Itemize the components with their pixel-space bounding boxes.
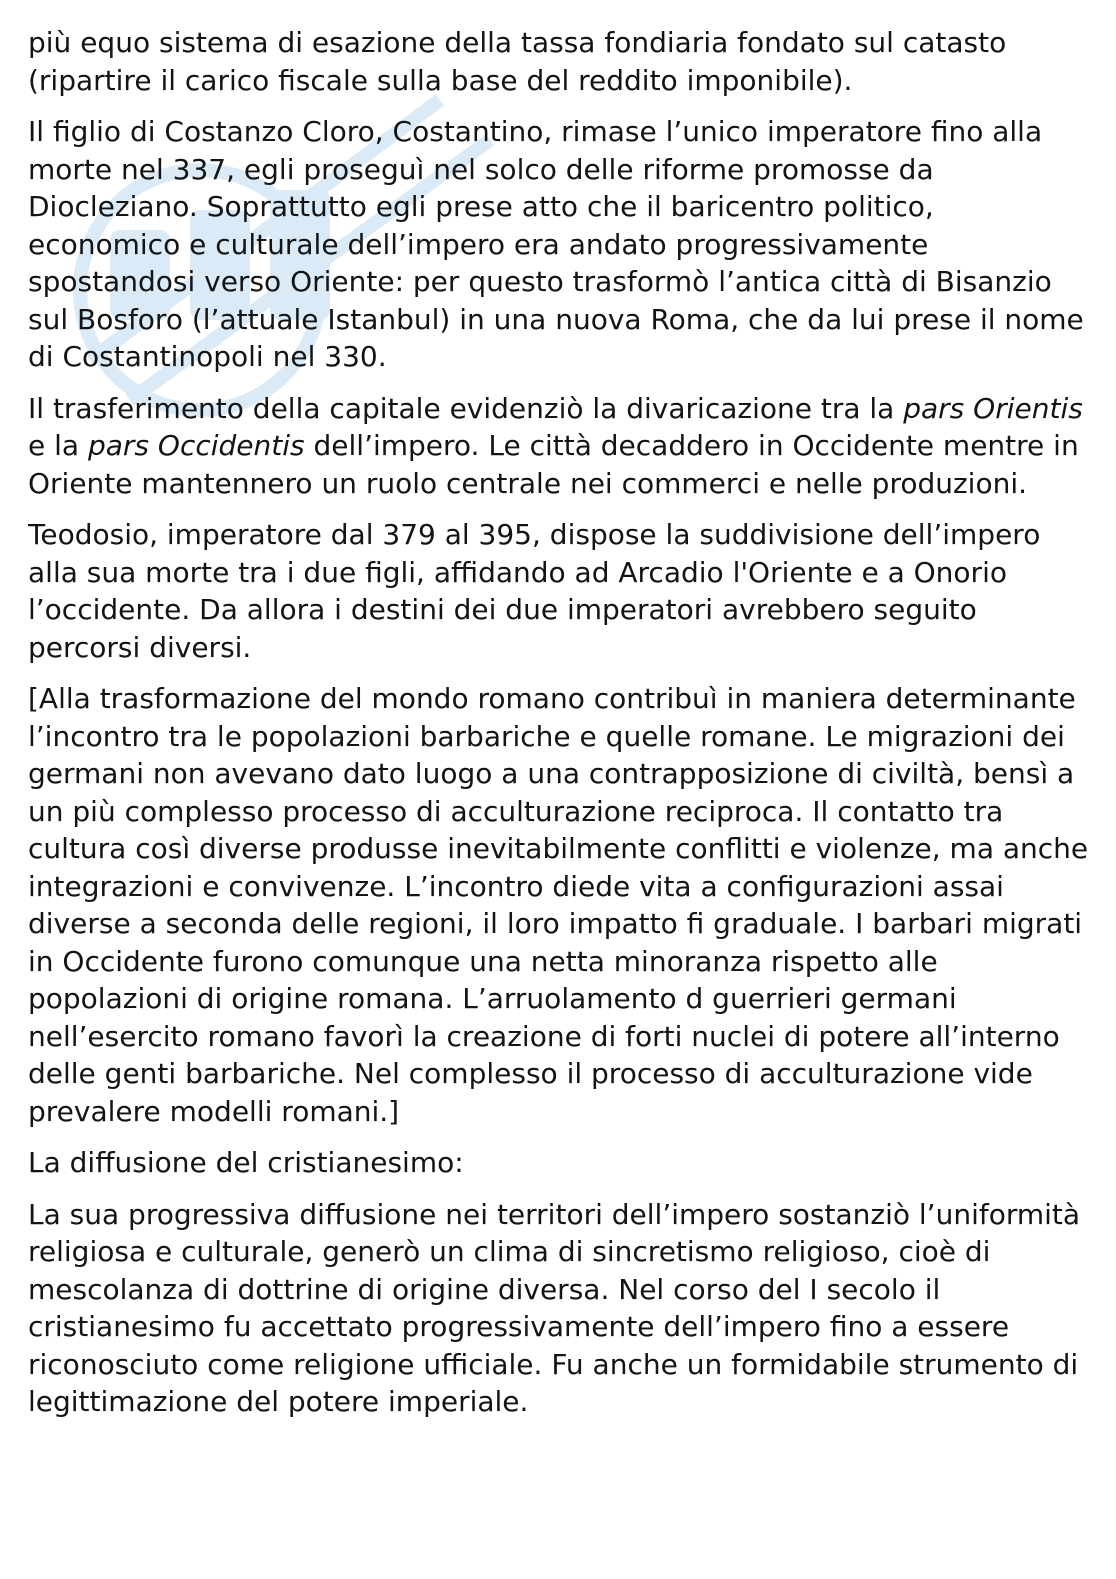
text-segment: Il trasferimento della capitale evidenziò la divaricazione tra la [28, 391, 904, 425]
document-page [28, 24, 1092, 1435]
text-segment: dell’impero. Le città decaddero in Occidente mentre in Oriente mantennero un ruolo centrale nei commerci e nelle produzioni. [28, 429, 1079, 500]
paragraph-costantino: Il figlio di Costanzo Cloro, Costantino, rimase l’unico imperatore fino alla morte nel 337, egli proseguì nel solco delle riforme promosse da Diocleziano. Soprattutto egli prese atto che il baricentro politico, economico e culturale dell’impero era andato progressivamente spostandosi verso Oriente: per questo trasformò l’antica città di Bisanzio sul Bosforo (l’attuale Istanbul) in una nuova Roma, che da lui prese il nome di Costantinopoli nel 330. [28, 115, 1084, 373]
section-heading-christianity: La diffusione del cristianesimo: [28, 1146, 464, 1179]
italic-term-pars-occidentis: pars Occidentis [87, 429, 305, 462]
text-segment: e la [28, 429, 88, 462]
paragraph-barbarian-encounter: [Alla trasformazione del mondo romano contribuì in maniera determinante l’incontro tra le popolazioni barbariche e quelle romane. Le migrazioni dei germani non avevano dato luogo a una contrapposizione di civiltà, bensì a un più complesso processo di acculturazione reciproca. Il contatto tra cultura così diverse produsse inevitabilmente conflitti e violenze, ma anche integrazioni e convivenze. L’incontro diede vita a configurazioni assai diverse a seconda delle regioni, il loro impatto fi graduale. I barbari migrati in Occidente furono comunque una netta minoranza rispetto alle popolazioni di origine romana. L’arruolamento d guerrieri germani nell’esercito romano favorì la creazione di forti nuclei di potere all’interno delle genti barbariche. Nel complesso il processo di acculturazione vide prevalere modelli romani.] [28, 682, 1089, 1128]
italic-term-pars-orientis: pars Orientis [903, 391, 1083, 425]
paragraph-christianity: La sua progressiva diffusione nei territori dell’impero sostanziò l’uniformità religiosa e culturale, generò un clima di sincretismo religioso, cioè di mescolanza di dottrine di origine diversa. Nel corso del I secolo il cristianesimo fu accettato progressivamente dell’impero fino a essere riconosciuto come religione ufficiale. Fu anche un formidabile strumento di legittimazione del potere imperiale. [28, 1197, 1081, 1418]
paragraph-capital-transfer [28, 390, 1092, 503]
paragraph-tax-system: più equo sistema di esazione della tassa fondiaria fondato sul catasto (ripartire il carico fiscale sulla base del reddito imponibile). [28, 26, 1007, 97]
paragraph-teodosio: Teodosio, imperatore dal 379 al 395, dispose la suddivisione dell’impero alla sua morte tra i due figli, affidando ad Arcadio l'Oriente e a Onorio l’occidente. Da allora i destini dei due imperatori avrebbero seguito percorsi diversi. [28, 518, 1041, 664]
